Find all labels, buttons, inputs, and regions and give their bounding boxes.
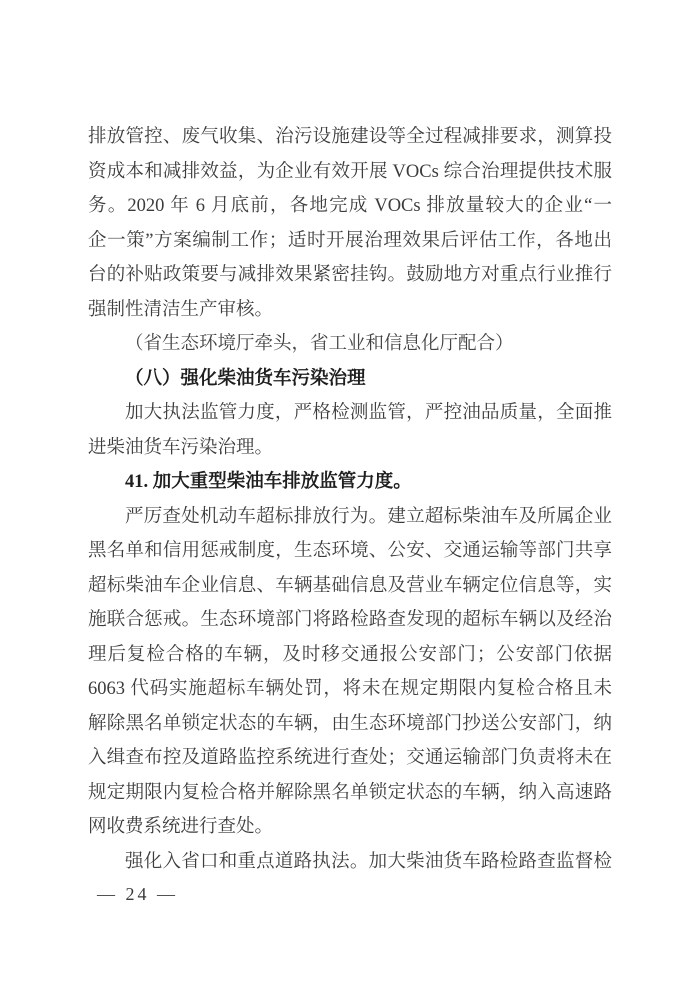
text-line: 超标柴油车企业信息、车辆基础信息及营业车辆定位信息等，实 [88,575,612,596]
text-line: 进柴油货车污染治理。 [88,437,274,458]
text-line: 加大执法监管力度，严格检测监管，严控油品质量，全面推 [125,403,612,423]
text-line: 解除黑名单锁定状态的车辆，由生态环境部门抄送公安部门，纳 [88,713,612,734]
text-line: 严厉查处机动车超标排放行为。建立超标柴油车及所属企业 [125,506,612,527]
text-line: 台的补贴政策要与减排效果紧密挂钩。鼓励地方对重点行业推行 [88,265,612,285]
document-body [88,120,612,879]
text-line: 强制性清洁生产审核。 [88,299,274,320]
text-line: 网收费系统进行查处。 [88,817,274,837]
dept-responsibility-line: （省生态环境厅牵头，省工业和信息化厅配合） [125,334,514,354]
text-line: 企一策”方案编制工作；适时开展治理效果后评估工作，各地出 [88,230,612,251]
text-line: 资成本和减排效益，为企业有效开展 VOCs 综合治理提供技术服 [88,161,612,182]
item-41-heading: 41. 加大重型柴油车排放监管力度。 [125,472,412,492]
text-line: 排放管控、废气收集、治污设施建设等全过程减排要求，测算投 [88,127,612,147]
page-number: — 24 — [97,884,178,904]
text-line: 入缉查布控及道路监控系统进行查处；交通运输部门负责将未在 [88,748,612,768]
text-line: 理后复检合格的车辆，及时移交通报公安部门；公安部门依据 [88,644,612,665]
text-line: 务。2020 年 6 月底前，各地完成 VOCs 排放量较大的企业“一 [88,196,612,216]
text-line: 6063 代码实施超标车辆处罚，将未在规定期限内复检合格且未 [88,679,612,699]
section-8-heading: （八）强化柴油货车污染治理 [125,368,366,389]
text-line: 规定期限内复检合格并解除黑名单锁定状态的车辆，纳入高速路 [88,782,612,803]
text-line: 黑名单和信用惩戒制度，生态环境、公安、交通运输等部门共享 [88,541,612,561]
text-line: 强化入省口和重点道路执法。加大柴油货车路检路查监督检 [125,851,612,872]
text-line: 施联合惩戒。生态环境部门将路检路查发现的超标车辆以及经治 [88,610,612,630]
